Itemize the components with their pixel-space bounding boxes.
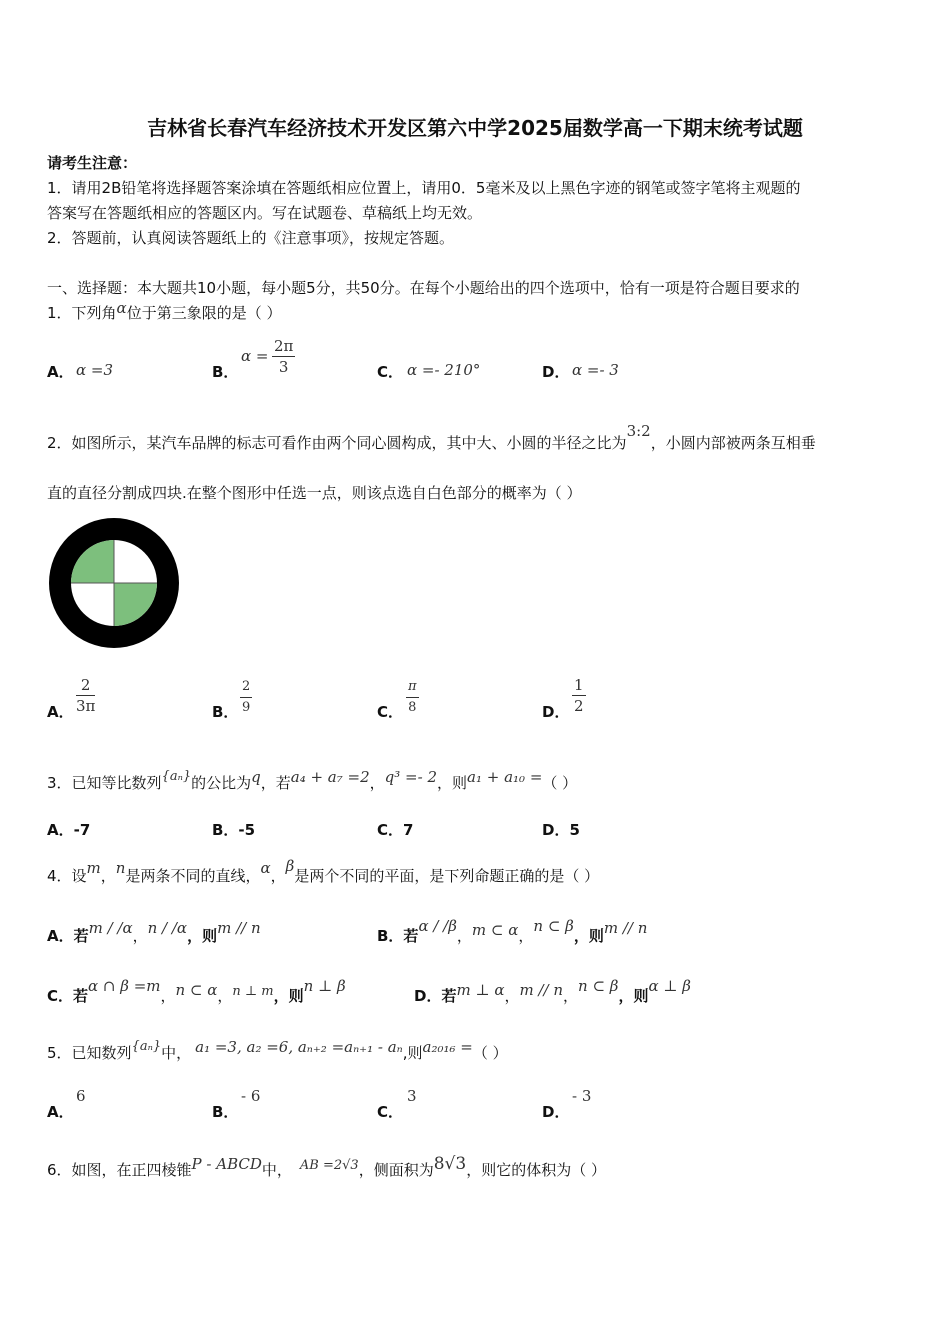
q4-d-then: ，则 [618,987,649,1005]
q4-d-2: m // n [519,981,563,999]
q2-option-a-fraction [76,675,95,716]
q5-ask: a₂₀₁₆ = [422,1038,473,1056]
q4-d-sep-2: ， [563,987,579,1005]
q4-c-2: n ⊂ α [175,981,218,999]
q4-d-sep-1: ， [504,987,520,1005]
q4-b-sep-2: ， [518,927,534,945]
q3-comma: ， [369,774,385,792]
q4-a-2: n / /α [147,919,188,937]
q6-stem [47,1154,606,1180]
q5-option-b-label: B． [212,1103,239,1121]
q4-n: n [115,859,126,877]
q4-option-b [377,917,648,946]
q5-seq: {aₙ} [131,1039,162,1054]
q2-option-c-fraction [406,677,419,718]
concentric-circles-figure [47,516,181,650]
q5-pre: 5．已知数列 [47,1044,132,1062]
q4-alpha: α [260,859,271,877]
q4-c-then: ，则 [273,987,304,1005]
q1-option-a-expr: α =3 [76,361,114,379]
q3-pre: 3．已知等比数列 [47,774,162,792]
q4-a-sep: ， [132,927,148,945]
q4-option-d [414,977,691,1006]
q4-a-then: ，则 [187,927,218,945]
notice-item-2: 2．答题前，认真阅读答题纸上的《注意事项》，按规定答题。 [47,229,455,247]
q3-mid1: 的公比为 [191,774,252,792]
q5-option-c-label: C． [377,1103,404,1121]
q1-option-b-lhs: α = [241,347,269,365]
q5-stem [47,1038,508,1063]
q5-option-d-label: D． [542,1103,570,1121]
q4-mid1: 是两条不同的直线， [125,867,261,885]
q1-stem [47,299,282,323]
q4-c-sep-2: ， [217,987,233,1005]
q4-option-a-label: A．若 [47,927,89,945]
q3-cond1: a₄ + a₇ =2 [290,768,370,786]
q3-mid3: ，则 [437,774,468,792]
q4-d-4: α ⊥ β [648,977,691,995]
q5-option-a-value: 6 [76,1087,86,1105]
q2-option-b-denominator: 9 [242,700,251,715]
q3-end: （ ） [542,774,578,792]
q2-option-b-label: B． [212,703,239,721]
q4-option-c [47,977,346,1006]
q5-then: ,则 [402,1044,423,1062]
q5-option-b-value: - 6 [241,1087,261,1105]
q5-option-a-label: A． [47,1103,74,1121]
notice-item-1-line-1: 1．请用2B铅笔将选择题答案涂填在答题纸相应位置上，请用0．5毫米及以上黑色字迹的钢笔或签字笔将主观题的 [47,179,801,197]
q1-option-b-denominator: 3 [278,358,289,376]
q6-pre: 6．如图，在正四棱锥 [47,1161,192,1179]
q4-c-sep-1: ， [160,987,176,1005]
q1-pre: 1．下列角 [47,304,117,322]
q5-option-c-value: 3 [407,1087,417,1105]
q2-line1: 2．如图所示，某汽车品牌的标志可看作由两个同心圆构成，其中大、小圆的半径之比为 [47,434,627,452]
q5-end: （ ） [472,1044,508,1062]
q4-m: m [86,859,101,877]
q4-c-4: n ⊥ β [303,977,346,995]
q4-option-d-label: D．若 [414,987,457,1005]
q6-area: 8√3 [433,1154,467,1174]
q4-b-then: ，则 [573,927,604,945]
q1-option-d-expr: α =- 3 [572,361,619,379]
q2-line1-end: ，小圆内部被两条互相垂 [650,434,816,452]
q4-a-3: m // n [217,919,261,937]
q3-q: q [251,768,261,786]
q4-option-a [47,919,261,946]
q4-b-4: m // n [603,919,648,937]
q4-option-b-label: B．若 [377,927,419,945]
q2-option-d-label: D． [542,703,570,721]
q4-b-3: n ⊂ β [533,917,574,935]
q1-post: 位于第三象限的是（ ） [126,304,282,322]
q3-cond2: q³ =- 2 [384,768,438,786]
q2-option-c-numerator: π [406,677,419,698]
q2-option-b-fraction [240,677,252,718]
q2-option-c-label: C． [377,703,404,721]
q4-sep-2: ， [270,867,286,885]
q1-option-d-label: D． [542,363,570,381]
q3-option-c: C．7 [377,821,414,839]
q4-sep-1: ， [100,867,116,885]
q4-option-c-label: C．若 [47,987,89,1005]
q4-d-1: m ⊥ α [456,981,505,999]
notice-heading: 请考生注意： [47,154,138,172]
q2-option-a-label: A． [47,703,74,721]
q1-option-b-label: B． [212,363,239,381]
q1-option-c-expr: α =- 210° [407,361,481,379]
q4-pre: 4．设 [47,867,87,885]
q3-mid2: ，若 [260,774,291,792]
q3-stem [47,768,578,793]
q4-b-1: α / /β [418,917,457,935]
q6-pyramid: P - ABCD [191,1155,262,1173]
q3-option-d: D．5 [542,821,580,839]
q2-option-d-numerator: 1 [574,676,584,694]
q4-b-sep-1: ， [456,927,472,945]
q4-beta: β [285,857,295,875]
q2-ratio: 3:2 [626,422,651,440]
q2-option-a-numerator: 2 [76,675,95,696]
q6-mid: 中， [261,1161,292,1179]
q3-option-b: B．-5 [212,821,256,839]
q4-c-3: n ⊥ m [232,984,274,999]
q6-mid2: ，侧面积为 [358,1161,434,1179]
q4-post: 是两个不同的平面，是下列命题正确的是（ ） [294,867,600,885]
q1-var: α [116,299,127,317]
q3-ask: a₁ + a₁₀ = [467,768,543,786]
q4-stem [47,857,600,886]
q4-d-3: n ⊂ β [578,977,619,995]
section-heading: 一、选择题：本大题共10小题，每小题5分，共50分。在每个小题给出的四个选项中，恰有一项是符合题目要求的 [47,279,800,297]
notice-item-1-line-2: 答案写在答题纸相应的答题区内。写在试题卷、草稿纸上均无效。 [47,204,483,222]
q2-option-d-fraction [572,675,586,716]
q5-cond: a₁ =3, a₂ =6, aₙ₊₂ =aₙ₊₁ - aₙ [195,1038,403,1056]
q2-option-a-denominator: 3π [76,697,96,715]
q1-option-b-fraction [272,336,295,377]
q2-option-c-denominator: 8 [408,700,417,715]
q4-b-2: m ⊂ α [471,921,519,939]
q3-option-a: A．-7 [47,821,91,839]
q1-option-a-label: A． [47,363,74,381]
q1-option-c-label: C． [377,363,404,381]
q2-option-b-numerator: 2 [240,677,252,698]
q5-mid: 中， [161,1044,192,1062]
q4-a-1: m / /α [88,919,133,937]
page-title: 吉林省长春汽车经济技术开发区第六中学2025届数学高一下期末统考试题 [147,116,803,140]
q2-stem-line-1 [47,422,816,453]
q6-ab: AB =2√3 [299,1158,359,1173]
q4-c-1: α ∩ β =m [88,977,161,995]
q6-end: ，则它的体积为（ ） [466,1161,606,1179]
q2-option-d-denominator: 2 [574,697,584,715]
q3-seq: {aₙ} [161,769,192,784]
q2-stem-line-2: 直的直径分割成四块.在整个图形中任选一点，则该点选自白色部分的概率为（ ） [47,484,582,502]
q5-option-d-value: - 3 [572,1087,592,1105]
q1-option-b-numerator: 2π [274,337,294,355]
